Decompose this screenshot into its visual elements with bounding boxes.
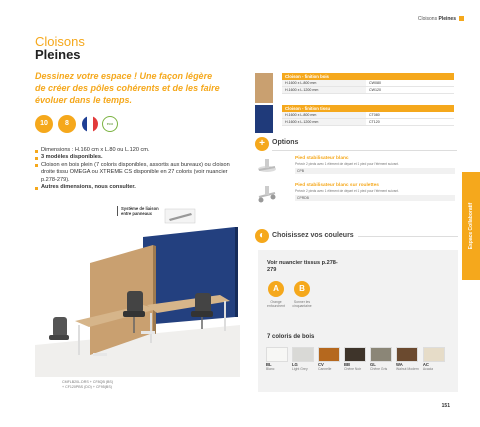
stabilizer-wheels-image xyxy=(256,183,278,205)
connector-callout: Système de liaison entre panneaux xyxy=(117,206,159,216)
wood-swatch-item: BB Chêne Noir xyxy=(344,347,366,371)
table-row xyxy=(282,119,454,126)
table-row xyxy=(282,87,454,94)
warranty-badge-icon: 10 xyxy=(35,115,53,133)
dimension-cell: H.1600 x L.1200 mm xyxy=(282,87,366,93)
dimension-cell: H.1600 x L.1200 mm xyxy=(282,119,366,125)
side-tab-label: Espace Collaboratif xyxy=(468,202,474,250)
wood-swatch-bl xyxy=(266,347,288,362)
table-row xyxy=(282,80,454,87)
option-title: Pied stabilisateur blanc xyxy=(295,156,349,161)
fabric-b-badge: B xyxy=(294,281,310,297)
photo-caption: CMFLB20L.DRS + CF8QB (BS) + CF120PBS (DO) + CF95(BS) xyxy=(62,380,114,389)
wood-swatch-wa xyxy=(396,347,418,362)
colors-divider xyxy=(358,236,458,237)
header-current: Pleines xyxy=(438,16,456,22)
option-description: Prévoir 2 pieds avec 1 élément de départ et 1 pied pour l'élément suivant. xyxy=(295,162,399,166)
code-cell: CT120 xyxy=(369,120,380,124)
feature-item: Dimensions : H.160 cm x L.80 ou L.120 cm. xyxy=(35,147,230,154)
option-item xyxy=(295,156,455,174)
section-side-tab[interactable] xyxy=(462,172,480,280)
stabilizer-foot-image xyxy=(256,156,278,176)
options-title: Options xyxy=(272,139,299,146)
feature-item: Autres dimensions, nous consulter. xyxy=(35,184,230,191)
delivery-badge-icon: 8 xyxy=(58,115,76,133)
wood-swatch-ac xyxy=(423,347,445,362)
option-item xyxy=(295,183,455,201)
table-row xyxy=(282,112,454,119)
fabric-partition-swatch xyxy=(255,105,273,133)
wood-swatch-lg xyxy=(292,347,314,362)
wood-swatch-item: WA Walnut Modern xyxy=(396,347,419,371)
page-supertitle: Cloisons xyxy=(35,34,85,49)
header-category: Cloisons xyxy=(417,16,438,22)
table-heading: Cloison - finition tissu xyxy=(282,105,454,112)
eco-label-icon: eco xyxy=(102,116,118,132)
plus-icon: + xyxy=(255,137,269,151)
page-number: 151 xyxy=(441,403,450,409)
code-cell: CT080 xyxy=(369,113,380,117)
product-photo xyxy=(35,205,240,377)
wood-swatch-item: BL Blanc xyxy=(266,347,288,371)
wood-swatch-list xyxy=(266,347,456,371)
product-table-fabric xyxy=(282,105,454,126)
option-code: CPRDB xyxy=(295,195,455,201)
french-flag-icon xyxy=(82,116,98,132)
colors-title: Choisissez vos couleurs xyxy=(272,232,354,239)
dimension-cell: H.1600 x L.800 mm xyxy=(282,112,366,118)
product-table-wood xyxy=(282,73,454,94)
option-title: Pied stabilisateur blanc sur roulettes xyxy=(295,183,379,188)
wood-partition-swatch xyxy=(255,73,273,103)
dimension-cell: H.1600 x L.800 mm xyxy=(282,80,366,86)
code-cell: CW080 xyxy=(369,81,381,85)
fabric-b-label: Sonner les cinquantaine xyxy=(292,300,312,308)
feature-list xyxy=(35,147,230,191)
wood-swatch-item: GL Chêne Gris xyxy=(370,347,392,371)
wood-colors-title: 7 coloris de bois xyxy=(267,334,315,340)
wood-swatch-item: LG Light Grey xyxy=(292,347,314,371)
slogan: Dessinez votre espace ! Une façon légère de créer des pôles cohérents et de les faire évoluer dans le temps. xyxy=(35,71,220,105)
table-heading: Cloison - finition bois xyxy=(282,73,454,80)
wood-swatch-bb xyxy=(344,347,366,362)
header-marker-icon xyxy=(459,16,464,21)
wood-swatch-item: AC Acacia xyxy=(423,347,445,371)
option-code: CPB xyxy=(295,168,455,174)
page-title: Pleines xyxy=(35,47,81,62)
option-description: Prévoir 2 pieds avec 1 élément de départ et 1 pied pour l'élément suivant. xyxy=(295,189,399,193)
running-header xyxy=(418,16,456,22)
fabric-swatch-reference: Voir nuancier tissus p.278-279 xyxy=(267,260,338,273)
wood-swatch-cv xyxy=(318,347,340,362)
feature-item: Cloison en bois plein (7 coloris disponibles, assortis aux bureaux) ou cloison droite tissu OMEGA ou XTREME CS disponible en 27 coloris (voir nuancier p.278-279). xyxy=(35,162,230,184)
feature-item: 3 modèles disponibles. xyxy=(35,154,230,161)
fabric-a-badge: A xyxy=(268,281,284,297)
code-cell: CW120 xyxy=(369,88,381,92)
palette-icon: ◐ xyxy=(255,229,269,243)
options-divider xyxy=(272,150,457,151)
fabric-a-label: Orange enfourchent xyxy=(267,300,285,308)
wood-swatch-gl xyxy=(370,347,392,362)
wood-swatch-item: CV Cannelle xyxy=(318,347,340,371)
